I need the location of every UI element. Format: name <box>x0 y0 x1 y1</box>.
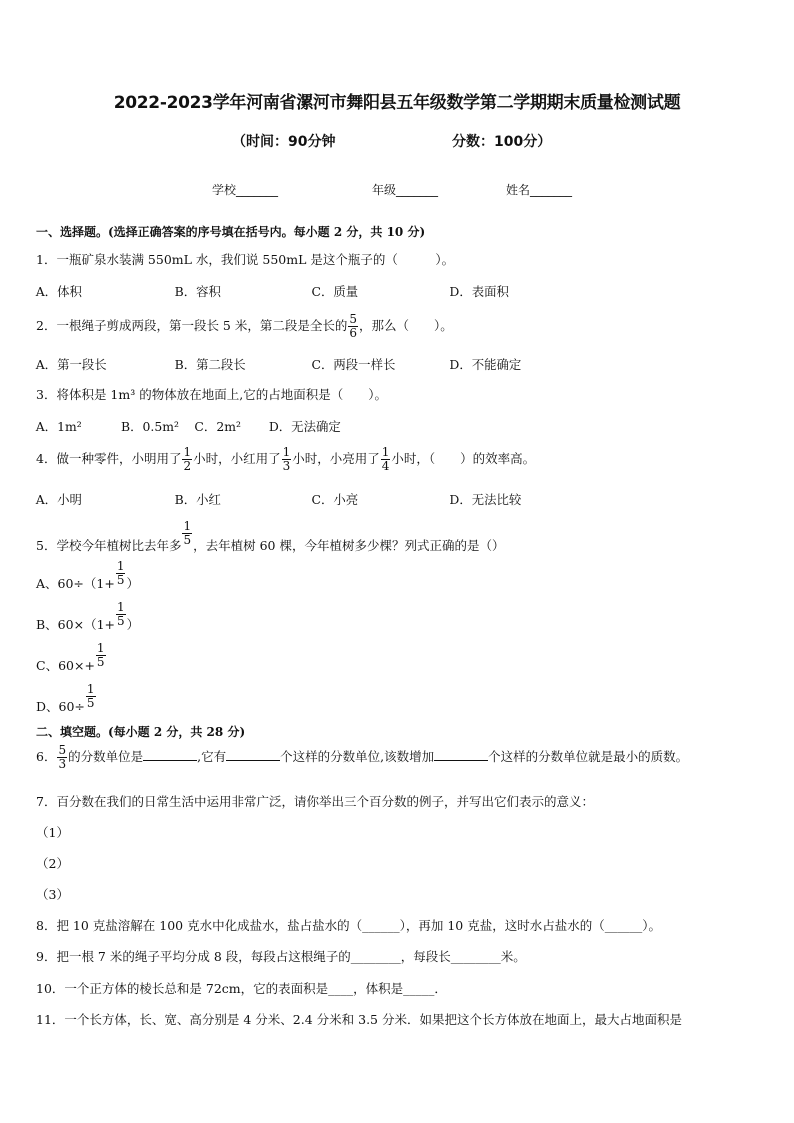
option-c: C．小亮 <box>311 492 359 507</box>
question-5 <box>36 520 504 554</box>
option-d: D．不能确定 <box>449 357 522 372</box>
question-6 <box>36 744 688 771</box>
question-4-text: 4．做一种零件，小明用了 <box>36 451 182 466</box>
answer-blank <box>143 748 197 761</box>
question-6-text: 的分数单位是 <box>68 749 144 764</box>
option-text: ） <box>126 617 140 632</box>
option-text: ） <box>126 576 139 591</box>
fraction <box>182 520 192 547</box>
option-a: A．第一段长 <box>35 357 107 372</box>
answer-blank <box>226 748 280 761</box>
numerator: 5 <box>349 312 357 326</box>
answer-item-2: （2） <box>36 856 69 871</box>
question-8: 8．把 10 克盐溶解在 100 克水中化成盐水，盐占盐水的（______），再加 10 克盐，这时水占盐水的（______）。 <box>36 918 661 933</box>
option-a: A．体积 <box>35 284 82 299</box>
option-b: B．0.5m² <box>121 419 179 434</box>
denominator: 4 <box>381 459 390 473</box>
fraction <box>381 446 391 473</box>
question-3: 3．将体积是 1m³ 的物体放在地面上,它的占地面积是（ ）。 <box>36 387 387 402</box>
question-7: 7．百分数在我们的日常生活中运用非常广泛，请你举出三个百分数的例子，并写出它们表示的意义： <box>36 794 594 809</box>
denominator: 5 <box>183 533 192 547</box>
question-number: 6． <box>36 749 57 764</box>
question-4-text: 小时，小亮用了 <box>292 451 380 466</box>
fraction <box>116 601 126 628</box>
question-5-text: 5．学校今年植树比去年多 <box>36 538 182 553</box>
question-10: 10．一个正方体的棱长总和是 72cm，它的表面积是____，体积是_____． <box>36 981 447 996</box>
denominator: 3 <box>58 757 67 771</box>
question-4 <box>36 446 535 473</box>
numerator: 1 <box>116 559 125 573</box>
denominator: 5 <box>86 696 95 710</box>
question-1: 1．一瓶矿泉水装满 550mL 水，我们说 550mL 是这个瓶子的（ ）。 <box>36 252 455 267</box>
fraction <box>348 313 358 340</box>
option-text: B、60×（1+ <box>36 617 115 632</box>
numerator: 1 <box>117 600 125 614</box>
option-b: B．第二段长 <box>174 357 246 372</box>
exam-title: 2022-2023学年河南省漯河市舞阳县五年级数学第二学期期末质量检测试题 <box>113 93 681 113</box>
denominator: 6 <box>349 326 357 340</box>
numerator: 1 <box>282 445 291 459</box>
section-heading-fill: 二、填空题。(每小题 2 分，共 28 分) <box>36 725 246 739</box>
option-b: B．容积 <box>174 284 221 299</box>
option-c: C．两段一样长 <box>311 357 396 372</box>
option-text: C、60×+ <box>36 658 95 673</box>
denominator: 5 <box>116 573 125 587</box>
option-d: D．无法比较 <box>449 492 522 507</box>
option-a: A．1m² <box>35 419 82 434</box>
option-c: C．2m² <box>194 419 241 434</box>
fraction <box>182 446 192 473</box>
question-2 <box>36 313 453 340</box>
question-9: 9．把一根 7 米的绳子平均分成 8 段，每段占这根绳子的________，每段长________米。 <box>36 949 526 964</box>
question-6-text: 个这样的分数单位就是最小的质数。 <box>488 749 689 764</box>
numerator: 5 <box>58 743 67 757</box>
numerator: 1 <box>381 445 390 459</box>
option-b <box>36 601 139 633</box>
denominator: 5 <box>117 614 125 628</box>
option-d: D．无法确定 <box>268 419 341 434</box>
score-label: 分数：100分） <box>452 134 552 150</box>
option-c <box>36 642 107 674</box>
denominator: 2 <box>183 459 192 473</box>
option-b: B．小红 <box>174 492 221 507</box>
fraction <box>116 560 126 587</box>
option-d: D．表面积 <box>449 284 509 299</box>
option-a: A．小明 <box>35 492 82 507</box>
numerator: 1 <box>183 445 192 459</box>
grade-field: 年级_______ <box>372 183 439 197</box>
name-field: 姓名_______ <box>506 183 573 197</box>
denominator: 5 <box>96 655 105 669</box>
school-field: 学校_______ <box>212 183 279 197</box>
question-5-text: ，去年植树 60 棵，今年植树多少棵？列式正确的是（） <box>193 538 505 553</box>
question-4-text: 小时，（ ）的效率高。 <box>391 451 536 466</box>
numerator: 1 <box>96 641 105 655</box>
numerator: 1 <box>183 519 192 533</box>
option-c: C．质量 <box>311 284 359 299</box>
option-text: D、60÷ <box>36 699 85 714</box>
option-text: A、60÷（1+ <box>36 576 115 591</box>
fraction <box>86 683 96 710</box>
question-6-text: 个这样的分数单位,该数增加 <box>280 749 435 764</box>
numerator: 1 <box>86 682 95 696</box>
question-2-post: ，那么（ ）。 <box>359 318 453 333</box>
time-label: （时间：90分钟 <box>232 134 336 150</box>
answer-blank <box>434 748 488 761</box>
fraction <box>96 642 106 669</box>
question-6-text: ,它有 <box>197 749 227 764</box>
fraction <box>282 446 292 473</box>
answer-item-1: （1） <box>36 825 69 840</box>
answer-item-3: （3） <box>36 887 69 902</box>
question-2-pre: 2．一根绳子剪成两段，第一段长 5 米，第二段是全长的 <box>36 318 348 333</box>
question-11: 11．一个长方体，长、宽、高分别是 4 分米、2.4 分米和 3.5 分米．如果把这个长方体放在地面上，最大占地面积是 <box>36 1012 682 1027</box>
denominator: 3 <box>282 459 291 473</box>
option-a <box>36 560 139 592</box>
fraction <box>57 744 67 771</box>
option-d <box>36 683 97 715</box>
section-heading-choice: 一、选择题。(选择正确答案的序号填在括号内。每小题 2 分，共 10 分) <box>36 225 426 239</box>
question-4-text: 小时，小红用了 <box>193 451 281 466</box>
